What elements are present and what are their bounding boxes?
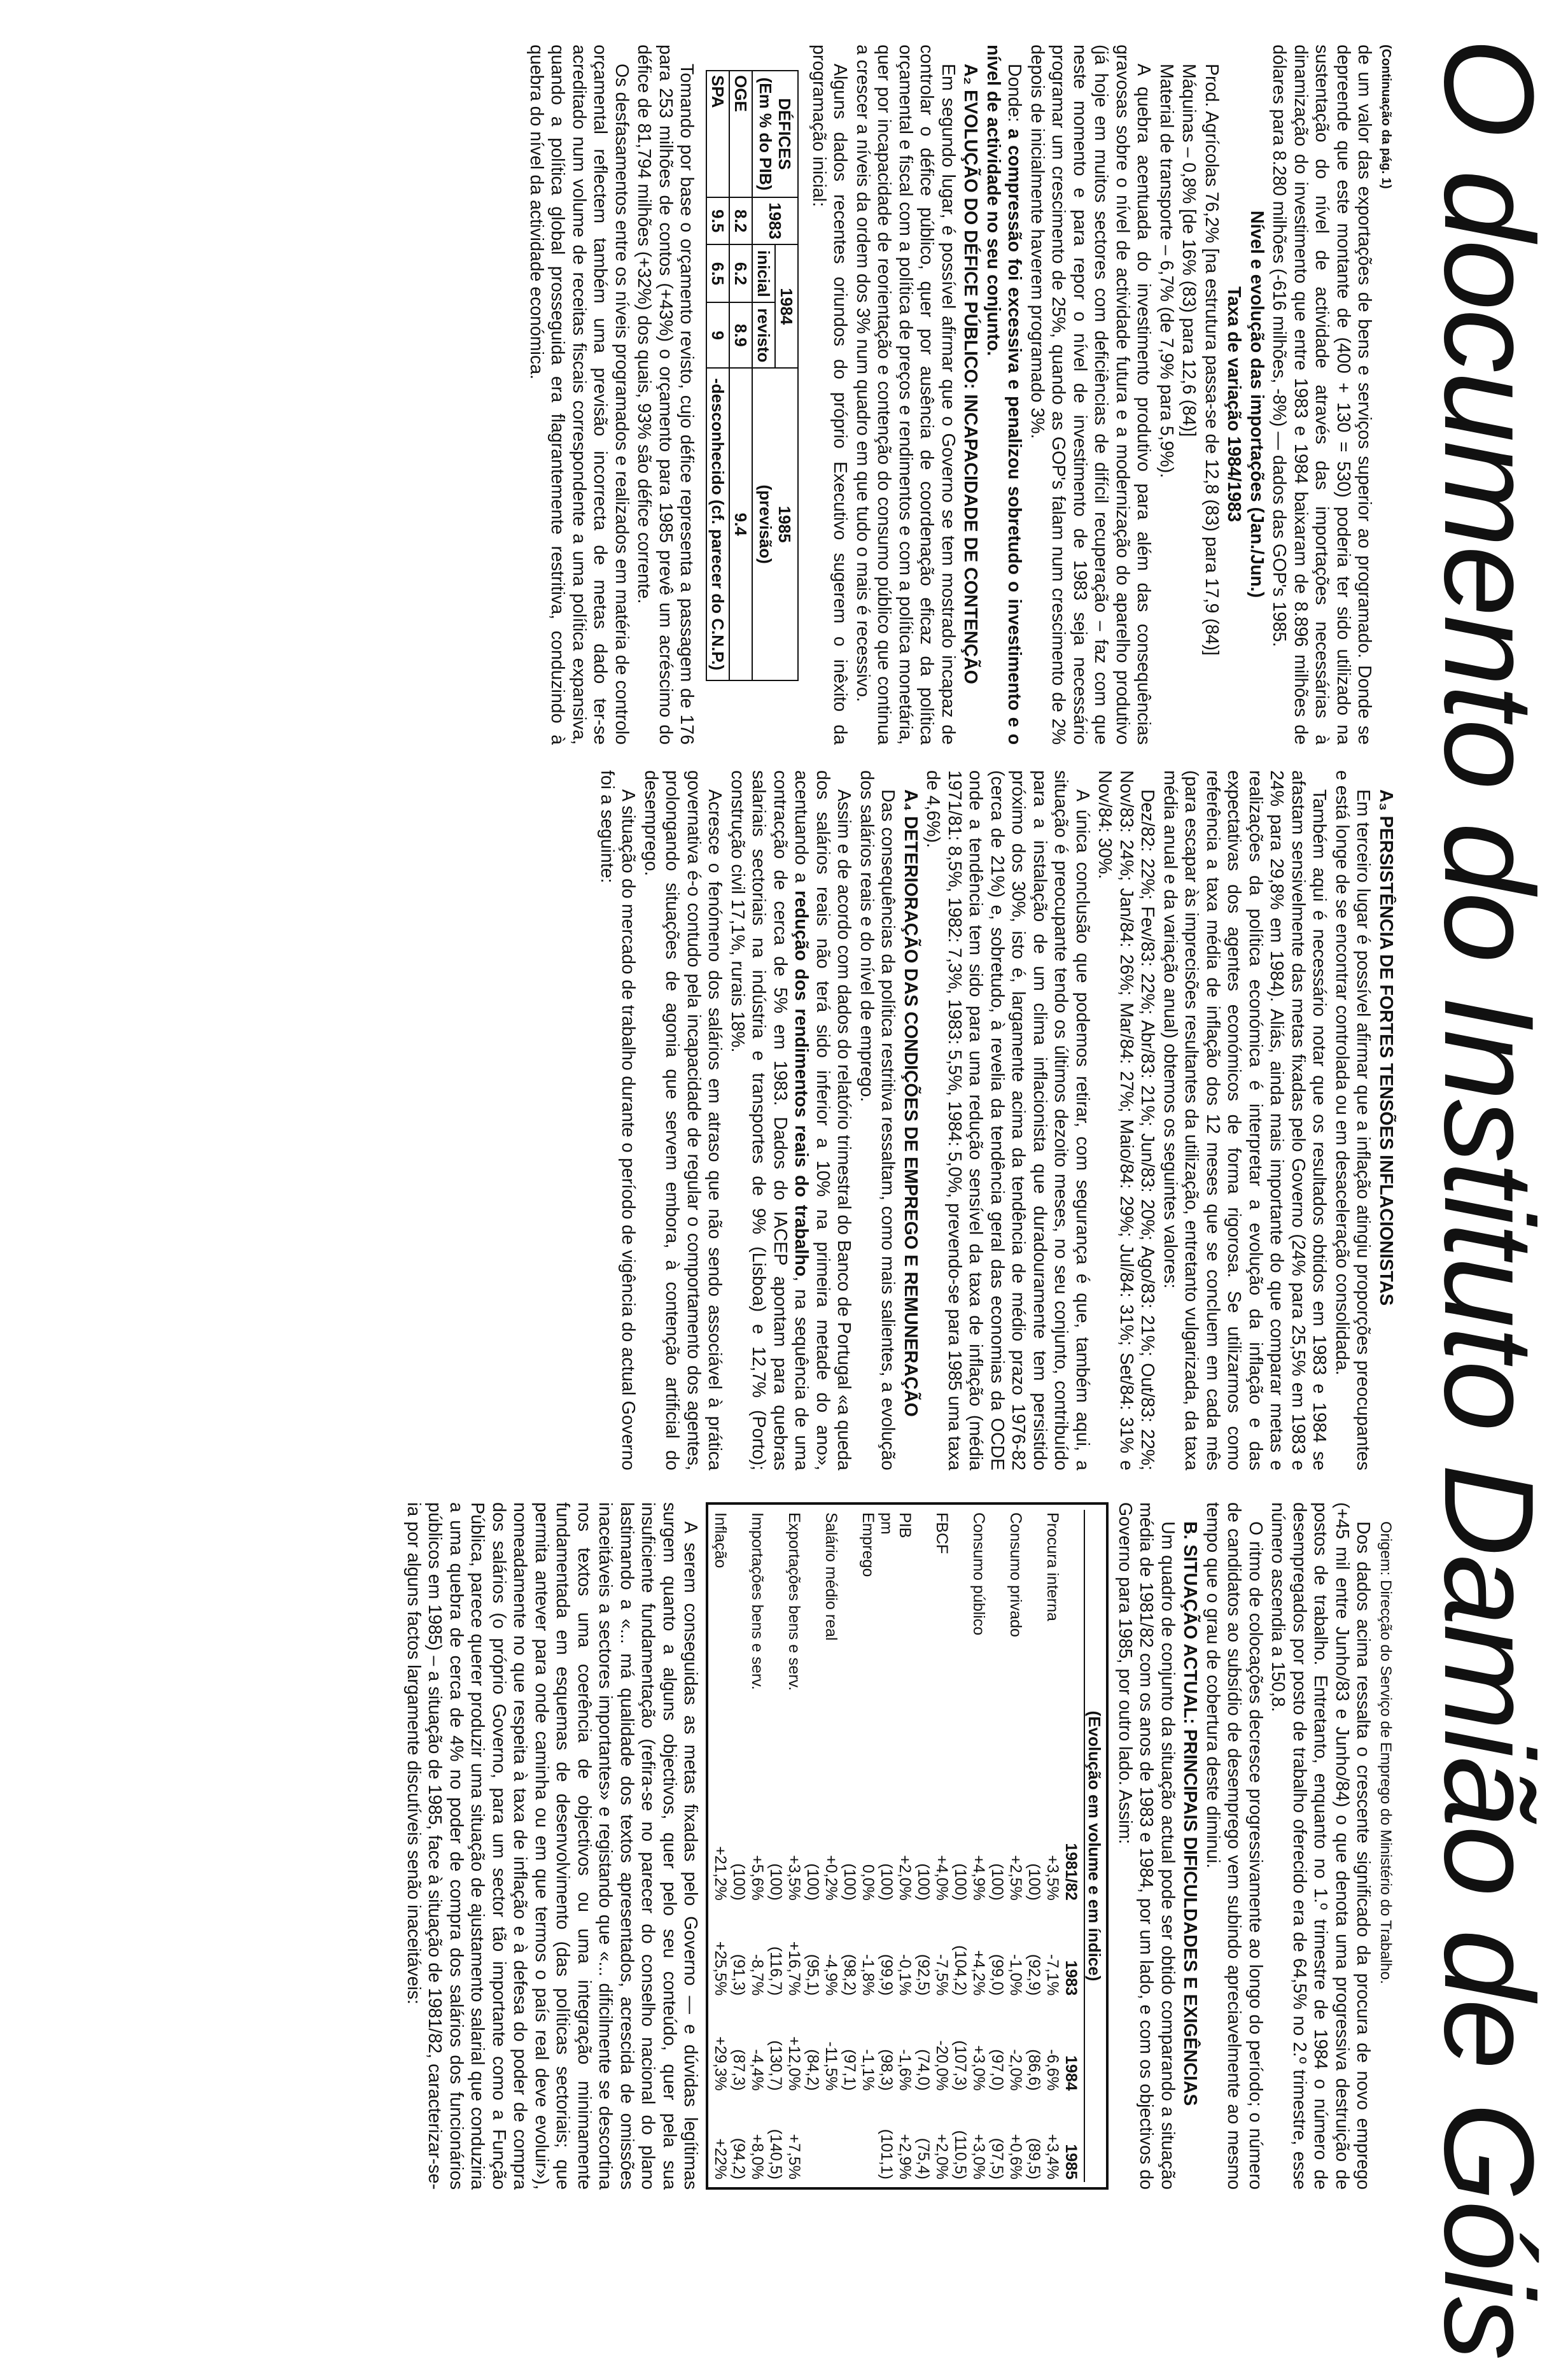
table-cell: (110,5) <box>951 2130 970 2179</box>
paragraph: A quebra acentuada do investimento produtivo para além das consequências gravosas sobre o nível de actividade futura e a modernização do aparelho produtivo (já hoje em muitos sectores com deficiências de difícil recuperação – faz com que neste momento e para repor o nível de investimento de 1983 seja necessário programar um crescimento de 25%, quando as GOP's falam num crescimento de 2% depois de inicialmente haverem programado 3%. <box>1027 45 1154 745</box>
table-cell: (87,3) <box>730 2049 748 2091</box>
table-cell: (75,4) <box>914 2137 933 2179</box>
table-header: revisto <box>753 302 776 368</box>
section-heading: A₃ PERSISTÊNCIA DE FORTES TENSÕES INFLACIONISTAS <box>1376 789 1396 1306</box>
row-label <box>730 1510 748 1803</box>
table-cell <box>822 2094 841 2182</box>
table-cell: -4,9% <box>822 1954 841 1996</box>
table-cell: -7,5% <box>933 1954 951 1996</box>
table-cell: 0,0% <box>859 1864 878 1901</box>
table-row <box>822 1510 841 2182</box>
header-unit: (Em % do PIB) <box>756 77 776 191</box>
table-cell: (89,5) <box>1025 2137 1044 2179</box>
table-row <box>730 71 753 680</box>
table-cell: +0,6% <box>1007 2134 1025 2179</box>
table-row <box>878 1510 896 2182</box>
table-cell: (100) <box>841 1863 859 1901</box>
table-row <box>1007 1510 1025 2182</box>
section-heading: A₄ DETERIORAÇÃO DAS CONDIÇÕES DE EMPREGO E REMUNERAÇÃO <box>900 789 921 1417</box>
table-cell: (98,3) <box>878 2049 896 2091</box>
table-cell: -4,4% <box>748 2049 767 2091</box>
table-cell: +2,9% <box>896 2134 914 2179</box>
table-row <box>951 1510 970 2182</box>
table-cell: +21,2% <box>711 1846 730 1901</box>
row-label <box>804 1510 822 1803</box>
paragraph: Alguns dados recentes oriundos do próprio Executivo sugerem o inêxito da programação inicial: <box>809 45 851 745</box>
table-cell: +5,6% <box>748 1855 767 1901</box>
paragraph: de um valor das exportações de bens e serviços superior ao programado. Donde se depreende que este montante de (400 + 130 = 530) poderia ter sido utilizado na sustentação do nível de actividade através das importações necessárias à dinamização do investimento que entre 1983 e 1984 baixaram de 8.896 milhões de dólares para 8.280 milhões (-616 milhões, -8%) — dados das GOP's 1985. <box>1269 45 1375 745</box>
table-row <box>711 1510 730 2182</box>
table-cell: (95,1) <box>804 1954 822 1996</box>
table-cell: -1,1% <box>859 2049 878 2091</box>
table-cell: +12,0% <box>785 2036 804 2091</box>
table-cell: +3,5% <box>785 1855 804 1901</box>
row-label: Consumo privado <box>1007 1512 1025 1637</box>
table-row <box>748 1510 767 2182</box>
table-header: 1985 <box>1062 2144 1081 2179</box>
table-cell: (84,2) <box>804 2049 822 2091</box>
column-3 <box>28 1502 1396 2190</box>
paragraph: Também aqui é necessário notar que os resultados obtidos em 1983 e 1984 se afastam sensivelmente das metas fixadas pelo Governo (24% para 25,5% em 1983 e 24% para 29,8% em 1984). Aliás, ainda mais importante do que comparar metas e realizações da política económica é interpretar a evolução da inflação e das expectativas dos agentes económicos de forma rigorosa. Se utilizarmos como referência a taxa média de inflação dos 12 meses que se concluem em cada mês (para escapar às imprecisões resultantes da utilização, entretanto vulgarizada, da taxa média anual e da variação anual) obtemos os seguintes valores: <box>1160 770 1330 1470</box>
table-cell: (92,9) <box>1025 1954 1044 1996</box>
table-cell: 6.2 <box>730 244 753 302</box>
table-cell: (99,9) <box>878 1954 896 1996</box>
table-header <box>1062 1510 1081 1803</box>
table-cell: -0,1% <box>896 1954 914 1996</box>
table-cell: 8.9 <box>730 302 753 368</box>
table-header <box>753 71 799 197</box>
paragraph: Material de transporte – 6,7% (de 7,9% para 5,9%). <box>1156 64 1177 479</box>
table-cell: (130,7) <box>767 2040 785 2091</box>
table-header: inicial <box>753 244 776 302</box>
table-cell: +3,4% <box>1044 2134 1062 2179</box>
table-cell: (100) <box>878 1863 896 1901</box>
row-label: Inflação <box>711 1512 730 1568</box>
paragraph: A situação do mercado de trabalho durante o período de vigência do actual Governo foi a seguinte: <box>597 770 639 1470</box>
table-cell: (100) <box>1025 1863 1044 1901</box>
row-label <box>951 1510 970 1803</box>
table-cell: (100) <box>804 1863 822 1901</box>
table-row <box>707 71 730 680</box>
table-cell: (107,3) <box>951 2040 970 2091</box>
table-row <box>970 1510 988 2182</box>
table-header: 1981/82 <box>1062 1843 1081 1901</box>
table-header <box>753 368 799 680</box>
paragraph: Os desfasamentos entre os níveis programados e realizados em matéria de controlo orçamental reflectem também uma previsão incorrecta de metas dado ter-se acreditado num volume de receitas fiscais correspondente a uma política expansiva, quando a política global prosseguida era flagrantemente restritiva, conduzindo à quebra do nível da actividade económica. <box>526 45 632 745</box>
table-header: 1984 <box>1062 2055 1081 2091</box>
row-label: FBCF <box>933 1512 951 1554</box>
paragraph: A serem conseguidas as metas fixadas pelo Governo — e dúvidas legítimas surgem quanto a alguns objectivos, quer pelo seu conteúdo, quer pela sua insuficiente fundamentação (refira-se no parecer do conselho nacional do plano lastimando a «... má qualidade dos textos apresentados, acrescida de omissões inaceitáveis a sectores importantes» e registando que «... dificilmente se descortina nos textos uma coerência de objectivos ou uma integração minimamente fundamentada em esquemas de desenvolvimento (das políticas sectoriais; que permita antever para onde caminha ou em que termos o país real deve evoluir»), nomeadamente no que respeita à taxa de inflação e à defesa do poder de compra dos salários (o próprio Governo, para um sector tão importante como a Função Pública, parece querer produzir uma situação de ajustamento salarial que conduziria a uma quebra de cerca de 4% no poder de compra dos salários dos funcionários públicos em 1985) – a situação de 1985, face à situação de 1981/82, caracterizar-se-ia por alguns factos largamente discutíveis senão inaceitáveis: <box>403 1502 701 2190</box>
table-cell: -20,0% <box>933 2040 951 2091</box>
table-cell: +3,5% <box>1044 1855 1062 1901</box>
table-cell: +22% <box>711 2138 730 2179</box>
text: Assim e de acordo com dados do relatório trimestral do Banco de Portugal «a queda dos salários reais não terá sido inferior a 10% na primeira metade do ano», acentuando a <box>791 770 855 1470</box>
table-cell: (104,2) <box>951 1945 970 1996</box>
table-cell: (97,1) <box>841 2049 859 2091</box>
table-row <box>841 1510 859 2182</box>
table-cell: 6.5 <box>707 244 730 302</box>
paragraph: Das consequências da política restritiva ressaltam, como mais salientes, a evolução dos salários reais e do nível de emprego. <box>857 770 899 1470</box>
continuation-note: (Continuação da pág. 1) <box>1379 45 1393 189</box>
table-cell: (92,5) <box>914 1954 933 1996</box>
row-label: Emprego <box>859 1512 878 1577</box>
paragraph: Prod. Agrícolas 76,2% [na estrutura passa-se de 12,8 (83) para 17,9 (84)] <box>1201 64 1222 656</box>
subheading: Taxa de variação 1984/1983 <box>1224 286 1245 523</box>
column-1 <box>28 45 1396 745</box>
table-cell: -6,6% <box>1044 2049 1062 2091</box>
table-cell: (100) <box>951 1863 970 1901</box>
table-row <box>767 1510 785 2182</box>
table-row <box>933 1510 951 2182</box>
table-cell: -11,5% <box>822 2041 841 2091</box>
row-label: Importações bens e serv. <box>748 1512 767 1690</box>
table-header: 1983 <box>1062 1960 1081 1996</box>
table-cell: +16,7% <box>785 1941 804 1996</box>
subheading: Nível e evolução das importações (Jan./Jun.) <box>1247 210 1267 598</box>
table-cell: (94,2) <box>730 2137 748 2179</box>
table-row <box>804 1510 822 2182</box>
page-title: O documento do Instituto Damião de Góis <box>1418 38 1560 2359</box>
row-label: Consumo público <box>970 1512 988 1636</box>
table-cell <box>859 2094 878 2182</box>
table-cell: -7,1% <box>1044 1954 1062 1996</box>
table-cell: -8,7% <box>748 1954 767 1996</box>
table-cell: -1,0% <box>1007 1954 1025 1996</box>
table-cell: (100) <box>767 1863 785 1901</box>
table-cell: +7,5% <box>785 2134 804 2179</box>
evolution-table-box <box>706 1502 1109 2190</box>
table-cell: +25,5% <box>711 1941 730 1996</box>
table-cell: +3,0% <box>970 2134 988 2179</box>
table-header: 1983 <box>753 197 799 245</box>
table-header-row <box>1062 1510 1081 2182</box>
paragraph: Máquinas – 0,8% [de 16% (83) para 12,6 (84)] <box>1179 64 1200 437</box>
table-cell: +2,5% <box>1007 1855 1025 1901</box>
paragraph: Em segundo lugar, é possível afirmar que o Governo se tem mostrado incapaz de controlar o défice público, quer por ausência de coordenação eficaz da política orçamental e fiscal com a política de preços e rendimentos e com a política monetária, quer por incapacidade de reorientação e contenção do consumo público que continua a crescer a níveis da ordem dos 3% num quadro em que tudo o mais é recessivo. <box>853 45 958 745</box>
deficit-table <box>706 70 799 681</box>
table-row <box>914 1510 933 2182</box>
table-cell: (100) <box>988 1863 1007 1901</box>
table-cell: +4,2% <box>970 1950 988 1996</box>
table-cell: +8,0% <box>748 2134 767 2179</box>
table-caption: (Evolução em volume e em índice) <box>1084 1510 1104 2182</box>
paragraph: Acresce o fenómeno dos salários em atraso que não sendo associável à prática governativa é-o contudo pela incapacidade de regular o comportamento dos agentes, prolongando situações de agonia que servem embora, à contenção artificial do desemprego. <box>641 770 725 1470</box>
header-label: (previsão) <box>756 484 776 564</box>
table-cell: +2,0% <box>896 1855 914 1901</box>
source-note: Origem: Direcção do Serviço de Emprego do Ministério do Trabalho. <box>1377 1521 1394 1985</box>
table-row <box>730 1510 748 2182</box>
paragraph <box>983 45 1025 745</box>
table-row <box>1044 1510 1062 2182</box>
table-row <box>896 1510 914 2182</box>
column-2 <box>28 770 1396 1470</box>
table-cell: (97,0) <box>988 2049 1007 2091</box>
table-row <box>785 1510 804 2182</box>
table-cell: (116,7) <box>767 1946 785 1996</box>
row-label: SPA <box>707 71 730 197</box>
paragraph: Tomando por base o orçamento revisto, cujo défice representa a passagem de 176 para 253 milhões de contos (+43%) o orçamento para 1985 prevê um acréscimo do défice de 81,794 milhões (+32%) dos quais, 93% são défice corrente. <box>634 45 697 745</box>
paragraph: A única conclusão que podemos retirar, com segurança é que, também aqui, a situação é preocupante tendo os últimos dezoito meses, no seu conjunto, contribuído para a instalação de um clima inflacionista que duradouramente tem persistido próximo dos 30%, isto é, largamente acima da tendência de médio prazo 1976-82 (cerca de 21%) e, sobretudo, à revelia da tendência geral das economias da OCDE onde a tendência tem sido para uma redução sensível da taxa de inflação (média 1971/81: 8,5%, 1982: 7,3%, 1983: 5,5%, 1984: 5,0%, prevendo-se para 1985 uma taxa de 4,6%). <box>923 770 1093 1470</box>
table-cell: -1,8% <box>859 1954 878 1996</box>
table-cell: 9.4 <box>730 368 753 680</box>
row-label: OGE <box>730 71 753 197</box>
table-cell: (100) <box>914 1863 933 1901</box>
paragraph: O ritmo de colocações decresce progressivamente ao longo do período; o número de candidatos ao subsídio de desemprego vem subindo apreciavelmente ao mesmo tempo que o grau de cobertura deste diminui. <box>1203 1502 1266 2190</box>
table-cell: +0,2% <box>822 1855 841 1901</box>
paragraph: Em terceiro lugar é possível afirmar que a inflação atingiu proporções preocupantes e está longe de se encontrar controlada ou em desaceleração consolidada. <box>1332 770 1374 1470</box>
row-label <box>988 1510 1007 1803</box>
row-label <box>1025 1510 1044 1803</box>
table-cell <box>804 2094 822 2182</box>
table-row <box>859 1510 878 2182</box>
table-cell: (98,2) <box>841 1954 859 1996</box>
row-label: pm <box>878 1512 896 1535</box>
row-label: Salário médio real <box>822 1512 841 1641</box>
row-label <box>914 1510 933 1803</box>
table-row <box>988 1510 1007 2182</box>
table-cell <box>841 2094 859 2182</box>
table-cell: (100) <box>730 1863 748 1901</box>
table-row <box>1025 1510 1044 2182</box>
section-heading: B. SITUAÇÃO ACTUAL: PRINCIPAIS DIFICULDADES E EXIGÊNCIAS <box>1180 1521 1201 2106</box>
table-cell: +2,0% <box>933 2134 951 2179</box>
paragraph: Um quadro de conjunto da situação actual pode ser obtido comparando a situação média de 1981/82 com os anos de 1983 e 1984, por um lado, e com os objectivos do Governo para 1985, por outro lado. Assim: <box>1115 1502 1178 2190</box>
table-cell: (101,1) <box>878 2129 896 2179</box>
row-label <box>767 1510 785 1803</box>
row-label: Procura interna <box>1044 1512 1062 1621</box>
table-cell: +4,9% <box>970 1855 988 1901</box>
row-label <box>841 1510 859 1803</box>
paragraph: Dez/82: 22%; Fev/83: 22%; Abr/83: 21%; Jun/83: 20%; Ago/83: 21%; Out/83: 22%; Nov/83: 24%; Jan/84: 26%; Mar/84: 27%; Maio/84: 29%; Jul/84: 31%; Set/84: 31% e Nov/84: 30%. <box>1095 770 1158 1470</box>
table-cell: +3,0% <box>970 2045 988 2091</box>
table-header: 1984 <box>776 244 799 368</box>
table-cell: -1,6% <box>896 2049 914 2091</box>
section-heading: A₂ EVOLUÇÃO DO DÉFICE PÚBLICO: INCAPACIDADE DE CONTENÇÃO <box>960 64 981 684</box>
evolution-table <box>711 1510 1081 2182</box>
header-label: 1985 <box>775 505 795 543</box>
table-body <box>711 1510 1062 2182</box>
table-cell: -desconhecido (cf. parecer do C.N.P.) <box>707 368 730 680</box>
table-cell: +4,0% <box>933 1855 951 1901</box>
paragraph <box>727 770 855 1470</box>
table-cell: 8.2 <box>730 197 753 245</box>
row-label: PIB <box>896 1512 914 1539</box>
row-label: Exportações bens e serv. <box>785 1512 804 1691</box>
table-cell: (86,6) <box>1025 2049 1044 2091</box>
table-cell: 9 <box>707 302 730 368</box>
text: , na sequência de uma contracção de cerca de 5% em 1983. Dados do IACEP apontam para quebras salariais sectoriais na indústria e transportes de 9% (Lisboa) e 12,7% (Porto); construção civil 17,1%, rurais 18%. <box>727 770 812 1470</box>
text: Donde: <box>1004 64 1025 129</box>
table-cell: 9.5 <box>707 197 730 245</box>
bold-text: a compressão foi excessiva e penalizou sobretudo o investimento e o nível de actividade no seu conjunto. <box>983 45 1025 745</box>
table-cell: (97,5) <box>988 2137 1007 2179</box>
paragraph: Dos dados acima ressalta o crescente significado da procura de novo emprego (+45 mil entre Junho/83 e Junho/84) o que denota uma progressiva destruição de postos de trabalho. Entretanto, enquanto no 1.º trimestre de 1984 o número de desempregados por posto de trabalho oferecido era de 64,5% no 2.º trimestre, esse número ascendia a 150,8. <box>1268 1502 1374 2190</box>
table-cell: (140,5) <box>767 2129 785 2179</box>
table-cell: (91,3) <box>730 1954 748 1996</box>
table-cell: +29,3% <box>711 2036 730 2091</box>
table-cell: (99,0) <box>988 1954 1007 1996</box>
table-cell: (74,0) <box>914 2049 933 2091</box>
header-label: DÉFICES <box>775 98 795 170</box>
bold-text: redução dos rendimentos reais do trabalho <box>791 890 812 1277</box>
table-cell: -2,0% <box>1007 2049 1025 2091</box>
